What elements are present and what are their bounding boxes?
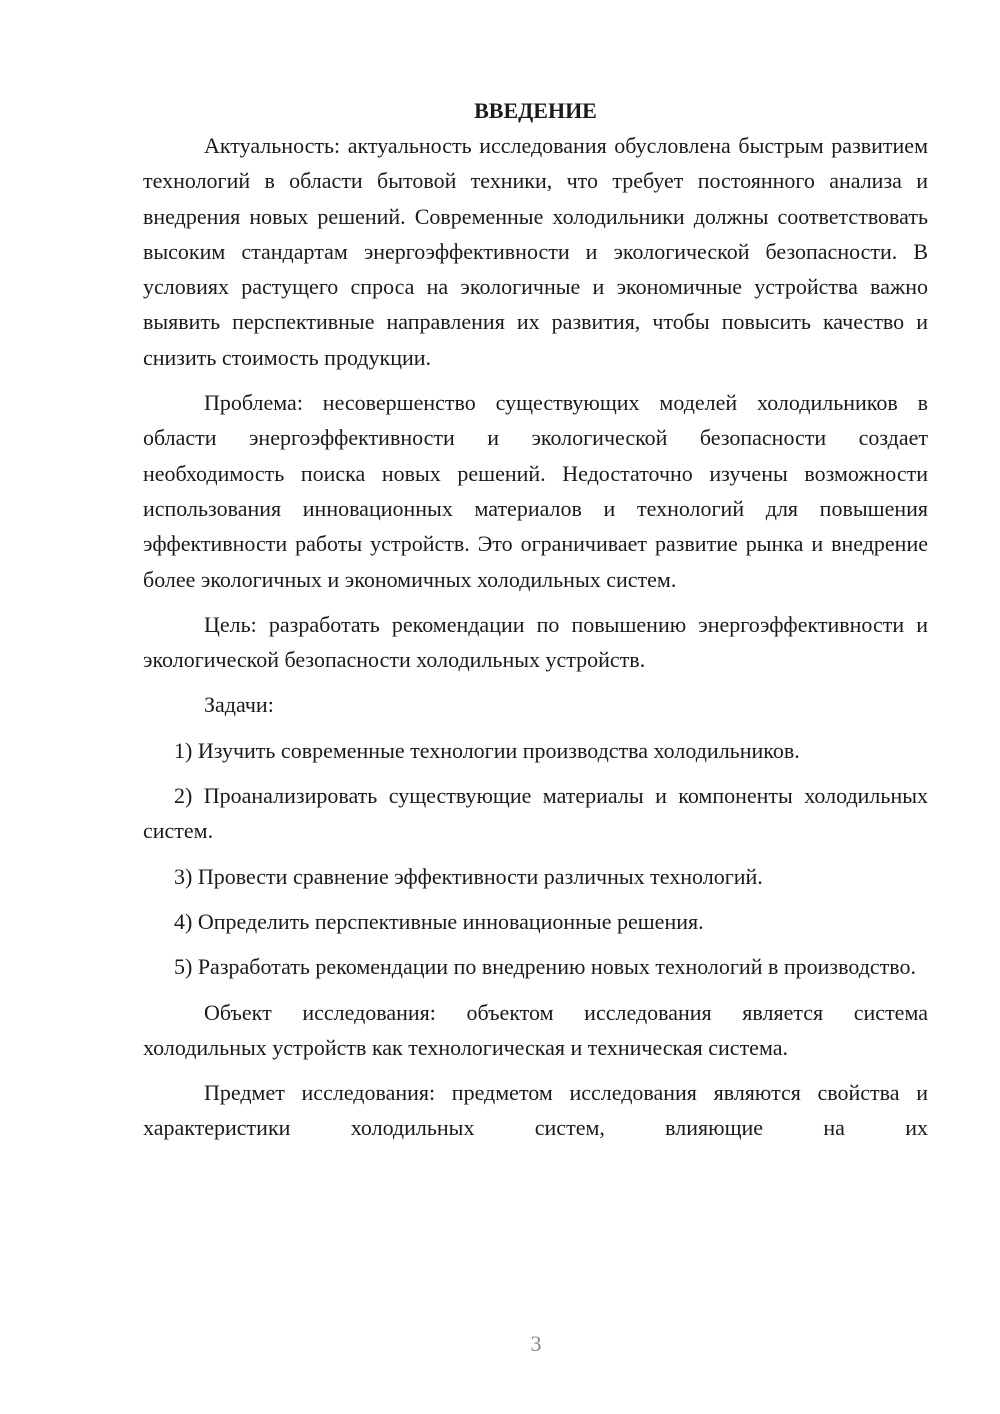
paragraph-object: Объект исследования: объектом исследования является система холодильных устройств как технологическая и техническая система.	[143, 999, 928, 1060]
page-content	[143, 93, 928, 1146]
task-item-2: 2) Проанализировать существующие материалы и компоненты холодильных систем.	[143, 783, 928, 844]
paragraph-tasks-heading: Задачи:	[204, 692, 274, 718]
task-item-3: 3) Провести сравнение эффективности различных технологий.	[174, 863, 763, 889]
task-item-4: 4) Определить перспективные инновационные решения.	[174, 908, 704, 934]
paragraph-goal: Цель: разработать рекомендации по повышению энергоэффективности и экологической безопасности холодильных устройств.	[143, 611, 928, 673]
paragraph-problem: Проблема: несовершенство существующих моделей холодильников в области энергоэффективности и экологической безопасности создает необходимость поиска новых решений. Недостаточно изучены возможности использования инновационных материалов и технологий для повышения эффективности работы устройств. Это ограничивает развитие рынка и внедрение более экологичных и экономичных холодильных систем.	[143, 390, 928, 592]
section-title: ВВЕДЕНИЕ	[474, 98, 597, 123]
task-item-5: 5) Разработать рекомендации по внедрению новых технологий в производство.	[174, 954, 917, 980]
task-item-1: 1) Изучить современные технологии производства холодильников.	[174, 737, 800, 763]
paragraph-relevance: Актуальность: актуальность исследования обусловлена быстрым развитием технологий в области бытовой техники, что требует постоянного анализа и внедрения новых решений. Современные холодильники должны соответствовать высоким стандартам энергоэффективности и экологической безопасности. В условиях растущего спроса на экологичные и экономичные устройства важно выявить перспективные направления их развития, чтобы повысить качество и снизить стоимость продукции.	[143, 133, 928, 370]
page-number: 3	[530, 1331, 542, 1356]
paragraph-subject: Предмет исследования: предметом исследования являются свойства и характеристики холодильных систем, влияющие на их	[143, 1080, 928, 1141]
